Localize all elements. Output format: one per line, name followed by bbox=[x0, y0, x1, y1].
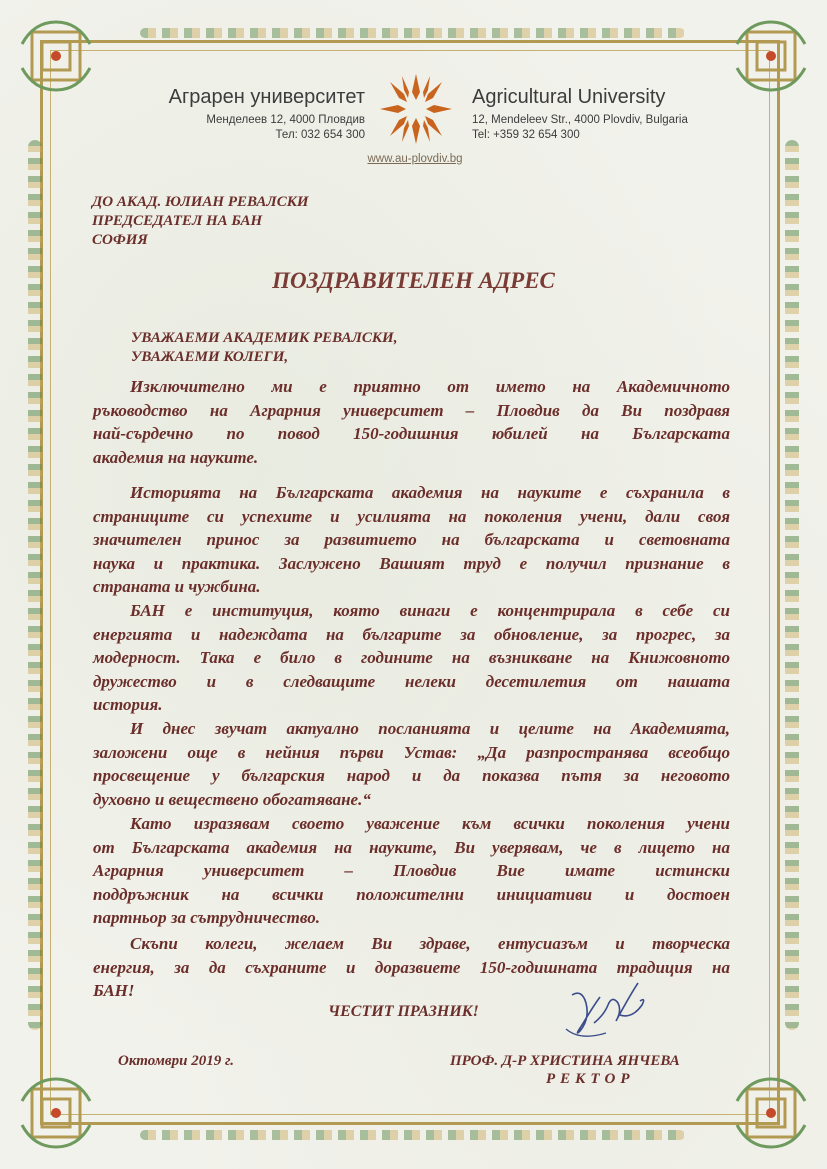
university-address-en: 12, Mendeleev Str., 4000 Plovdiv, Bulgaria bbox=[472, 114, 688, 126]
addressee-line: ДО АКАД. ЮЛИАН РЕВАЛСКИ bbox=[92, 194, 309, 210]
text-line: история. bbox=[93, 695, 163, 714]
text-line: от Българската академия на науките, Ви уверявам, че в лицето на bbox=[93, 837, 730, 857]
university-address-bg: Менделеев 12, 4000 Пловдив bbox=[206, 114, 365, 126]
signer-name: ПРОФ. Д-Р ХРИСТИНА ЯНЧЕВА bbox=[450, 1053, 680, 1069]
salutation-block bbox=[131, 329, 397, 367]
text-line: поддръжник на всички положителни инициативи и достоен bbox=[93, 884, 730, 904]
letter-date: Октомври 2019 г. bbox=[118, 1053, 235, 1069]
text-line: Аграрния университет – Пловдив Вие имате истински bbox=[93, 861, 730, 880]
text-line: Скъпи колеги, желаем Ви здраве, ентусиазъм и творческа bbox=[130, 934, 730, 953]
text-line: енергия, за да съхраните и доразвиете 150-годишната традиция на bbox=[93, 957, 730, 977]
university-logo-icon bbox=[376, 70, 456, 148]
addressee-line: ПРЕДСЕДАТЕЛ НА БАН bbox=[92, 213, 263, 229]
text-line: Изключително ми е приятно от името на Академичното bbox=[130, 377, 730, 396]
text-line: партньор за сътрудничество. bbox=[93, 908, 321, 927]
paragraph bbox=[93, 717, 730, 811]
text-line: страната и чужбина. bbox=[93, 577, 261, 596]
text-line: Като изразявам своето уважение към всички поколения учени bbox=[130, 814, 730, 833]
frame-vine-bottom bbox=[140, 1130, 685, 1140]
text-line: енергията и надеждата на българите за обновление, за прогрес, за bbox=[93, 624, 730, 644]
text-line: духовно и веществено обогатяване.“ bbox=[93, 789, 371, 809]
university-website-link[interactable]: www.au-plovdiv.bg bbox=[367, 153, 463, 165]
text-line: заложени още в нейния първи Устав: „Да разпространява всеобщо bbox=[93, 742, 730, 762]
corner-knot-ornament bbox=[729, 14, 813, 98]
paragraph bbox=[93, 599, 730, 717]
text-line: ръководство на Аграрния университет – Пловдив да Ви поздравя bbox=[93, 400, 730, 420]
text-line: наука и практика. Заслужено Вашият труд е получил признание в bbox=[93, 553, 730, 573]
frame-vine-top bbox=[140, 28, 685, 38]
corner-knot-ornament bbox=[14, 1071, 98, 1155]
salutation-line: УВАЖАЕМИ АКАДЕМИК РЕВАЛСКИ, bbox=[131, 330, 398, 346]
document-title: ПОЗДРАВИТЕЛЕН АДРЕС bbox=[272, 268, 555, 293]
paragraph bbox=[93, 481, 730, 599]
text-line: значителен принос за развитието на българската и световната bbox=[93, 530, 730, 549]
corner-knot-ornament bbox=[729, 1071, 813, 1155]
corner-knot-ornament bbox=[14, 14, 98, 98]
university-phone-en: Tel: +359 32 654 300 bbox=[472, 129, 580, 141]
text-line: И днес звучат актуално посланията и целите на Академията, bbox=[130, 719, 730, 738]
handwritten-signature bbox=[560, 975, 670, 1045]
signer-role: РЕКТОР bbox=[546, 1071, 635, 1087]
paragraph bbox=[93, 812, 730, 930]
text-line: академия на науките. bbox=[93, 447, 259, 467]
addressee-block bbox=[92, 193, 309, 250]
text-line: най-сърдечно по повод 150-годишния юбилей на Българската bbox=[93, 424, 730, 443]
addressee-line: СОФИЯ bbox=[92, 232, 148, 248]
university-name-bg: Аграрен университет bbox=[168, 86, 365, 108]
paragraph bbox=[93, 375, 730, 469]
text-line: Историята на Българската академия на науките е съхранила в bbox=[130, 483, 730, 502]
text-line: страниците си успехите и усилията на поколения учени, дали своя bbox=[93, 506, 730, 526]
closing-greeting: ЧЕСТИТ ПРАЗНИК! bbox=[328, 1003, 479, 1020]
university-name-en: Agricultural University bbox=[472, 86, 666, 108]
salutation-line: УВАЖАЕМИ КОЛЕГИ, bbox=[131, 349, 289, 365]
text-line: дружество и в следващите нелеки десетилетия от нашата bbox=[93, 671, 730, 691]
university-phone-bg: Тел: 032 654 300 bbox=[275, 129, 365, 141]
text-line: просвещение у българския народ и да показва пътя за неговото bbox=[93, 766, 730, 785]
text-line: БАН! bbox=[93, 981, 135, 1000]
text-line: БАН е институция, която винаги е концентрирала в себе си bbox=[130, 601, 730, 620]
text-line: модерност. Така е било в годините на възникване на Книжовното bbox=[93, 648, 730, 667]
